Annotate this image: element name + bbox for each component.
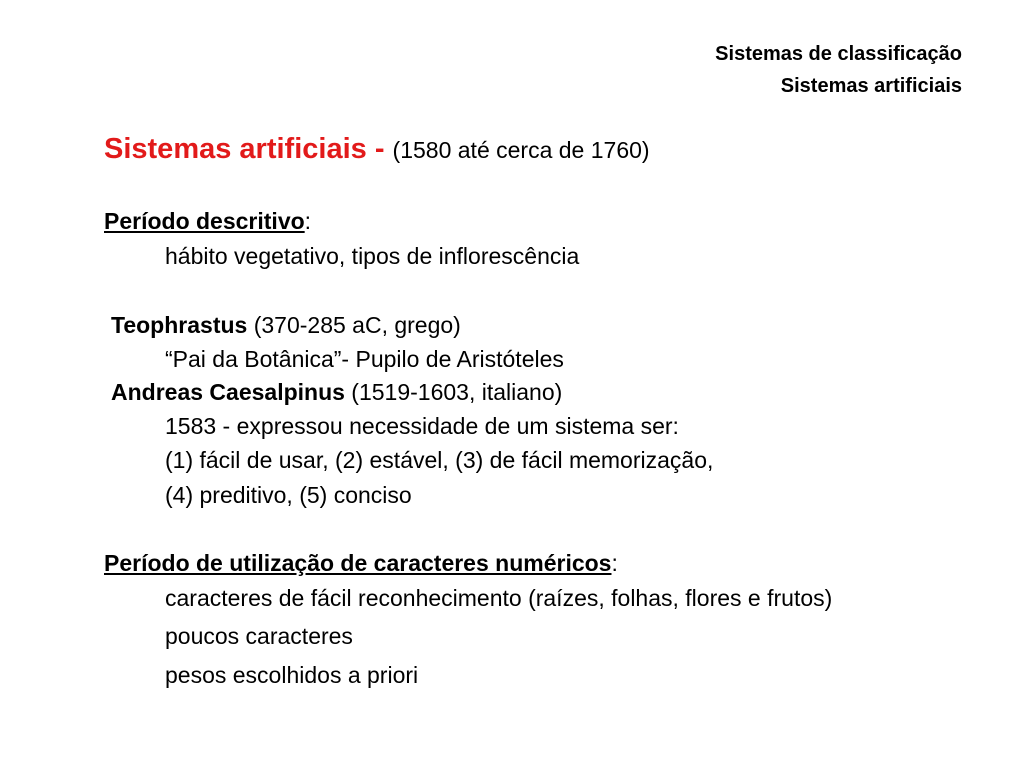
section-numeric-item-1: caracteres de fácil reconhecimento (raízes, folhas, flores e frutos) [165, 585, 833, 611]
caesalpinus-name: Andreas Caesalpinus [111, 379, 345, 405]
section-numeric-label: Período de utilização de caracteres numéricos [104, 550, 612, 576]
title-main: Sistemas artificiais [104, 133, 367, 165]
teophrastus-name: Teophrastus [111, 312, 248, 338]
section-descriptive-text: hábito vegetativo, tipos de inflorescência [165, 243, 580, 269]
section-descriptive-colon: : [304, 208, 312, 234]
header-line-classification: Sistemas de classificação [715, 43, 962, 65]
teophrastus-info: (370-285 aC, grego) [247, 312, 461, 338]
section-descriptive-heading [104, 207, 311, 235]
caesalpinus-info: (1519-1603, italiano) [344, 379, 563, 405]
caesalpinus-detail-2: (1) fácil de usar, (2) estável, (3) de fácil memorização, [165, 447, 714, 473]
caesalpinus-detail-1: 1583 - expressou necessidade de um sistema ser: [165, 413, 679, 439]
title-dates: (1580 até cerca de 1760) [392, 137, 650, 163]
slide-title [104, 135, 650, 164]
teophrastus-note: “Pai da Botânica”- Pupilo de Aristóteles [165, 346, 564, 372]
caesalpinus-detail-3: (4) preditivo, (5) conciso [165, 482, 412, 508]
section-numeric-item-3: pesos escolhidos a priori [165, 662, 419, 688]
header-line-artificial: Sistemas artificiais [780, 75, 962, 97]
caesalpinus-line [111, 378, 562, 406]
slide-header [715, 38, 962, 102]
title-dash: - [366, 133, 393, 165]
section-numeric-colon: : [611, 550, 618, 576]
teophrastus-line [111, 311, 461, 339]
section-numeric-item-2: poucos caracteres [165, 623, 353, 649]
section-numeric-heading [104, 549, 618, 577]
section-descriptive-label: Período descritivo [104, 208, 305, 234]
